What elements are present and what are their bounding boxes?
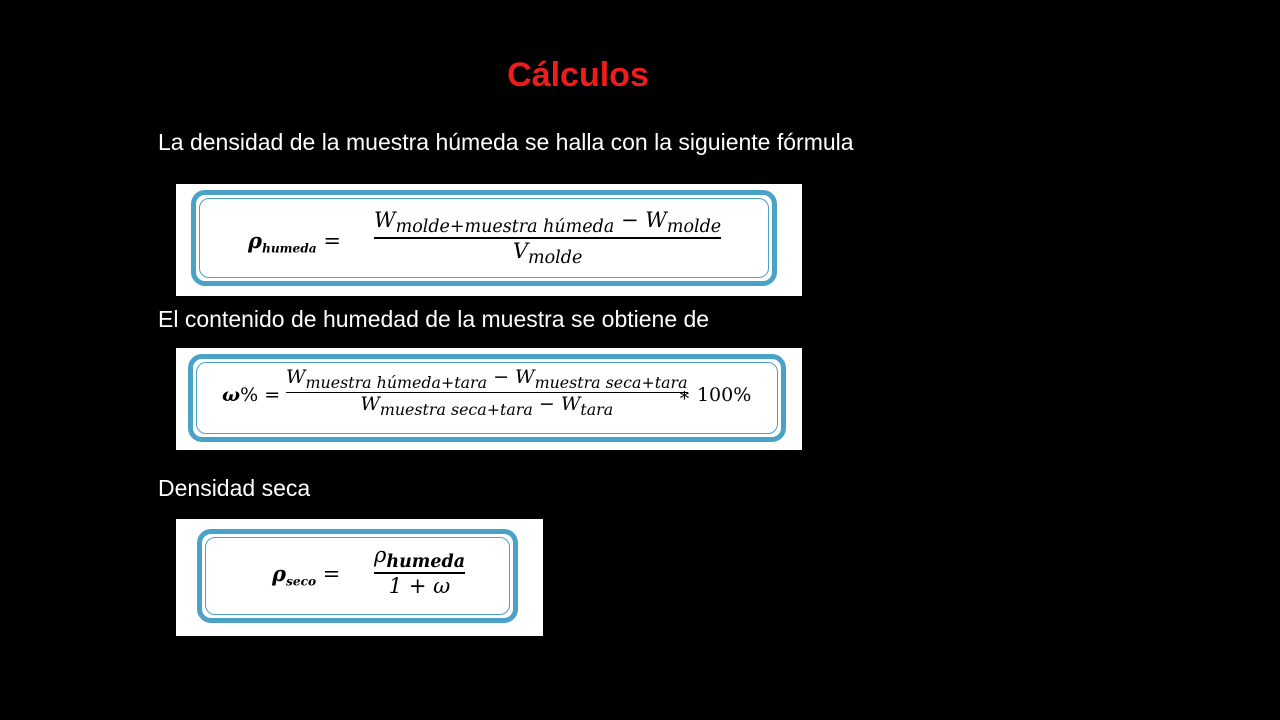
- slide-title: Cálculos: [507, 56, 649, 94]
- formula-wet-density-panel: [176, 184, 802, 296]
- fraction-numerator: $W_{molde+muestra húmeda} - W_{molde}$: [374, 208, 722, 238]
- fraction-numerator: $\rho_{humeda}$: [374, 543, 466, 573]
- fraction-denominator: $V_{molde}$: [512, 238, 583, 268]
- fraction-denominator: 1 + ω: [388, 573, 451, 598]
- caption-moisture: El contenido de humedad de la muestra se obtiene de: [158, 306, 710, 332]
- formula-dry-density-lhs: $\rho_{seco}$ =: [272, 561, 341, 589]
- fraction-denominator: $W_{muestra seca+tara} - W_{tara}$: [360, 393, 614, 420]
- formula-moisture-fraction: [286, 366, 688, 419]
- formula-moisture-factor: ∗ 100%: [678, 384, 752, 406]
- formula-moisture-lhs: ω% =: [222, 384, 281, 406]
- formula-dry-density-fraction: [374, 543, 465, 598]
- formula-dry-density-panel: [176, 519, 543, 636]
- formula-wet-density-lhs: $\rho_{humeda}$ =: [248, 228, 341, 256]
- formula-wet-density-fraction: [374, 208, 721, 268]
- caption-wet-density: La densidad de la muestra húmeda se halla con la siguiente fórmula: [158, 129, 854, 155]
- caption-dry-density: Densidad seca: [158, 475, 311, 501]
- formula-moisture-panel: [176, 348, 802, 450]
- fraction-numerator: $W_{muestra húmeda+tara} - W_{muestra seca+tara}$: [286, 366, 688, 392]
